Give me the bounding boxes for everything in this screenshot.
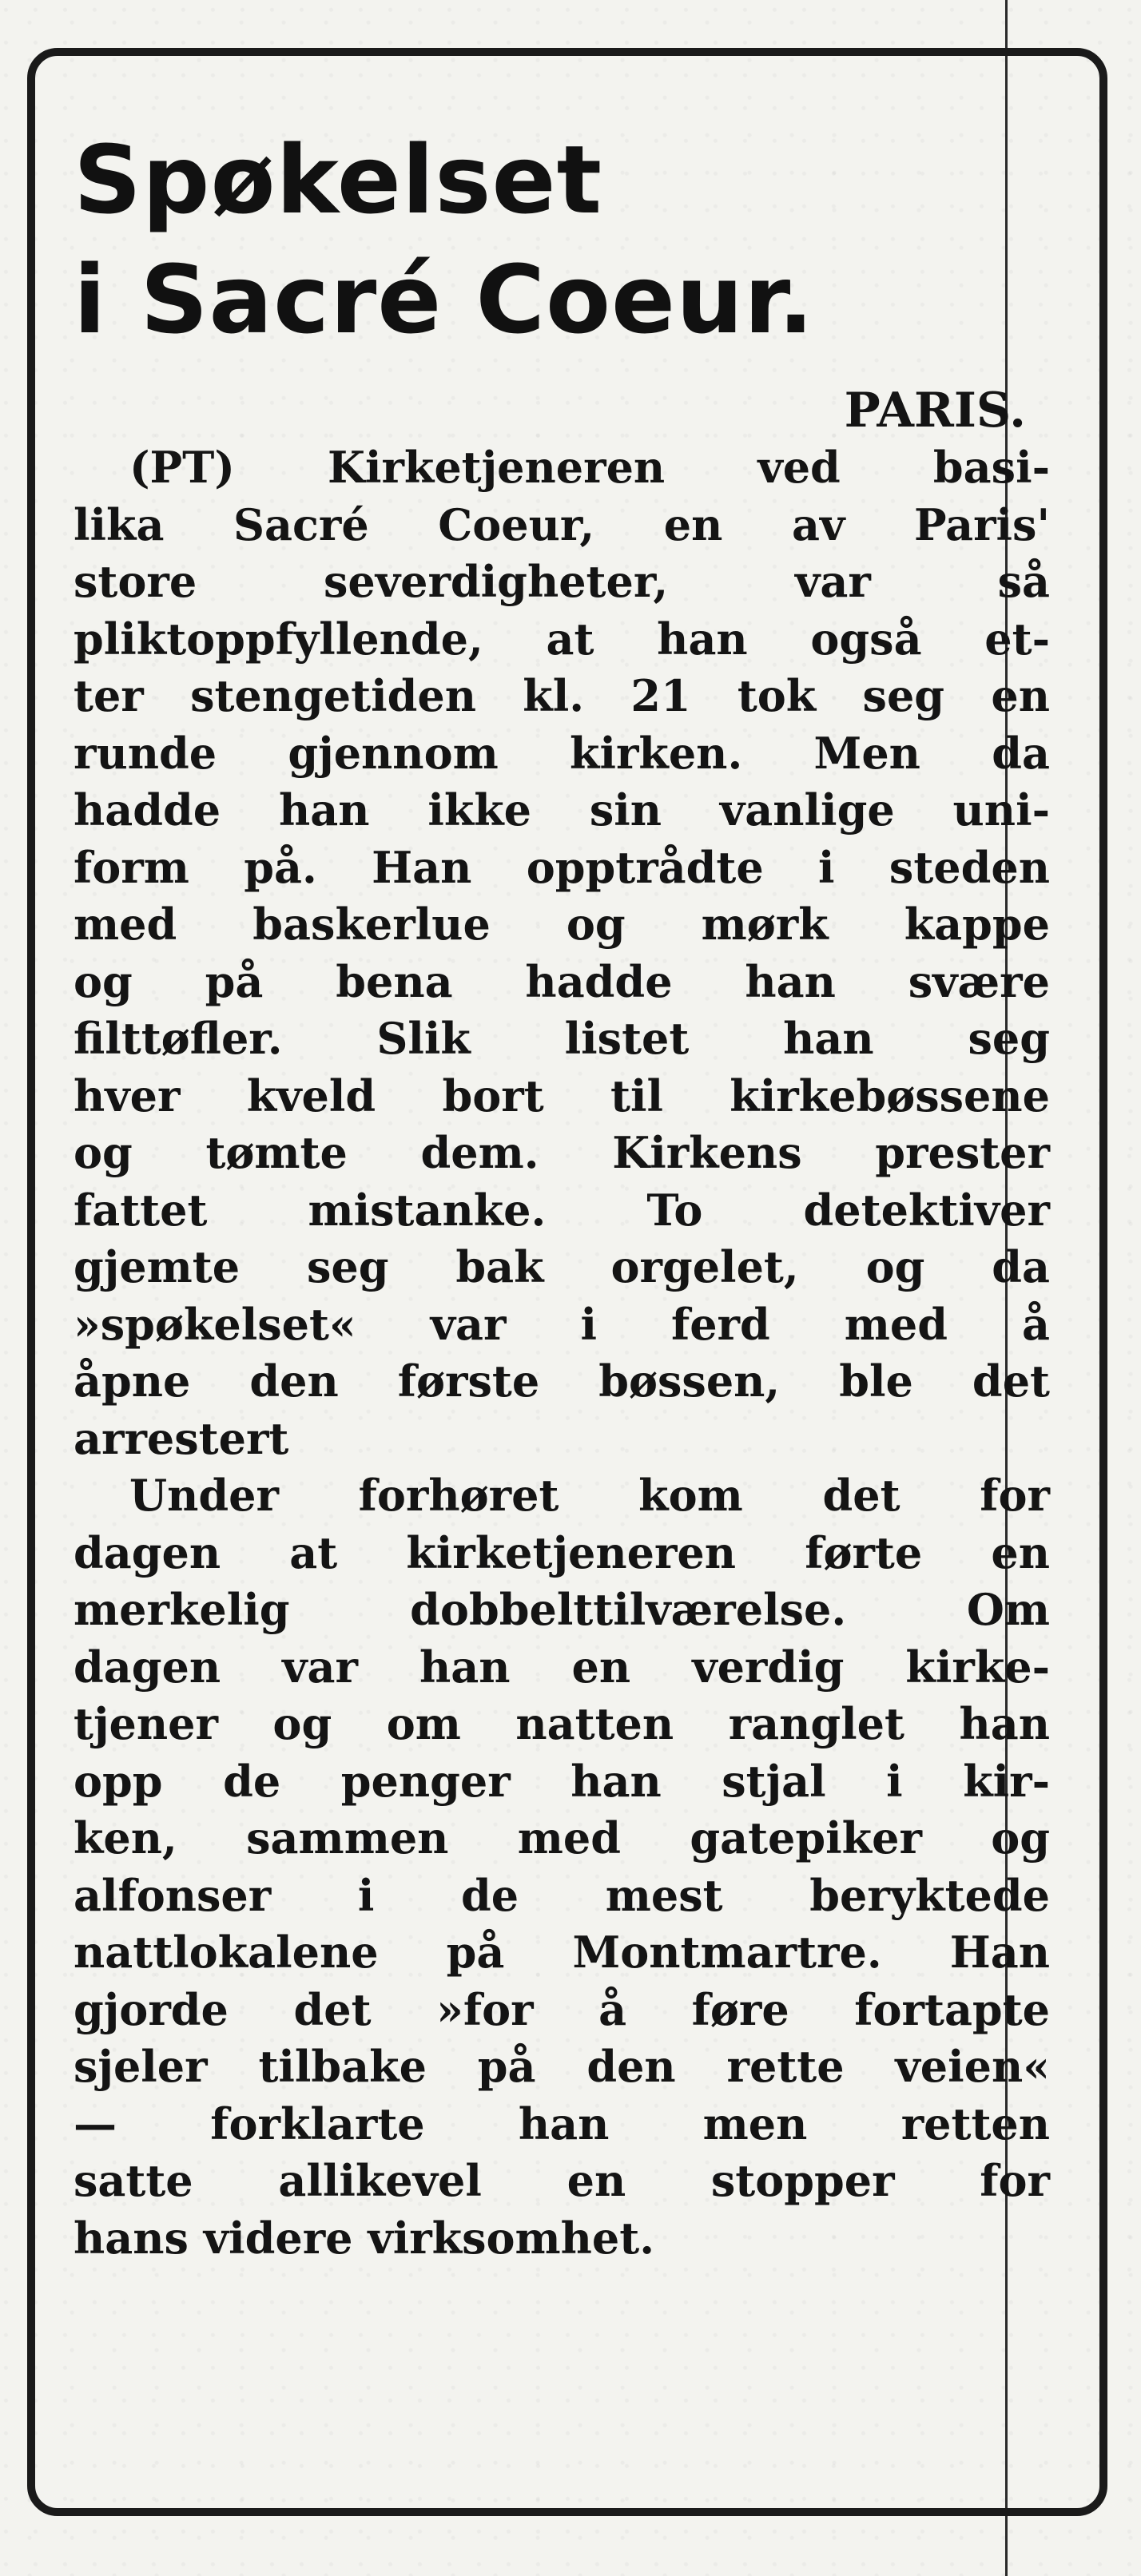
text-line: Under forhøret kom det for (129, 1470, 1050, 1521)
text-line: åpne den første bøssen, ble det (74, 1355, 1050, 1407)
text-line: hadde han ikke sin vanlige uni- (74, 784, 1050, 836)
text-line: hver kveld bort til kirkebøssene (74, 1070, 1050, 1121)
text-line: fattet mistanke. To detektiver (74, 1184, 1050, 1236)
text-line: nattlokalene på Montmartre. Han (74, 1927, 1050, 1978)
text-line: runde gjennom kirken. Men da (74, 727, 1050, 779)
text-line: form på. Han opptrådte i steden (74, 841, 1050, 893)
text-line: tjener og om natten ranglet han (74, 1698, 1050, 1749)
text-line: dagen var han en verdig kirke- (74, 1641, 1050, 1693)
text-line: lika Sacré Coeur, en av Paris' (74, 498, 1050, 550)
paragraph-2 (74, 1467, 1050, 2267)
text-line: opp de penger han stjal i kir- (74, 1755, 1050, 1807)
text-line: sjeler tilbake på den rette veien« (74, 2041, 1050, 2092)
dateline: PARIS. (844, 383, 1026, 439)
text-line: og tømte dem. Kirkens prester (74, 1127, 1050, 1178)
headline-line-1: Spøkelset (74, 125, 602, 235)
text-line: ken, sammen med gatepiker og (74, 1812, 1050, 1864)
text-line: gjemte seg bak orgelet, og da (74, 1241, 1050, 1292)
text-line: dagen at kirketjeneren førte en (74, 1526, 1050, 1578)
text-line: arrestert (74, 1412, 289, 1464)
text-line: og på bena hadde han svære (74, 955, 1050, 1007)
text-line: merkelig dobbelttilværelse. Om (74, 1584, 1050, 1635)
text-line: gjorde det »for å føre fortapte (74, 1983, 1050, 2035)
text-line: »spøkelset« var i ferd med å (74, 1298, 1050, 1350)
text-line: filttøfler. Slik listet han seg (74, 1013, 1050, 1064)
text-line: ter stengetiden kl. 21 tok seg en (74, 670, 1050, 721)
text-line: med baskerlue og mørk kappe (74, 899, 1050, 950)
paragraph-1 (74, 439, 1050, 1467)
text-line: (PT) Kirketjeneren ved basi- (129, 442, 1050, 493)
headline-line-2: i Sacré Coeur. (74, 244, 815, 355)
text-line: pliktoppfyllende, at han også et- (74, 613, 1050, 665)
text-line: — forklarte han men retten (74, 2098, 1050, 2149)
text-line: store severdigheter, var så (74, 556, 1050, 607)
headline (74, 120, 1050, 359)
text-line: hans videre virksomhet. (74, 2212, 654, 2264)
article (74, 120, 1050, 2267)
text-line: satte allikevel en stopper for (74, 2155, 1050, 2206)
text-line: alfonser i de mest beryktede (74, 1869, 1050, 1921)
